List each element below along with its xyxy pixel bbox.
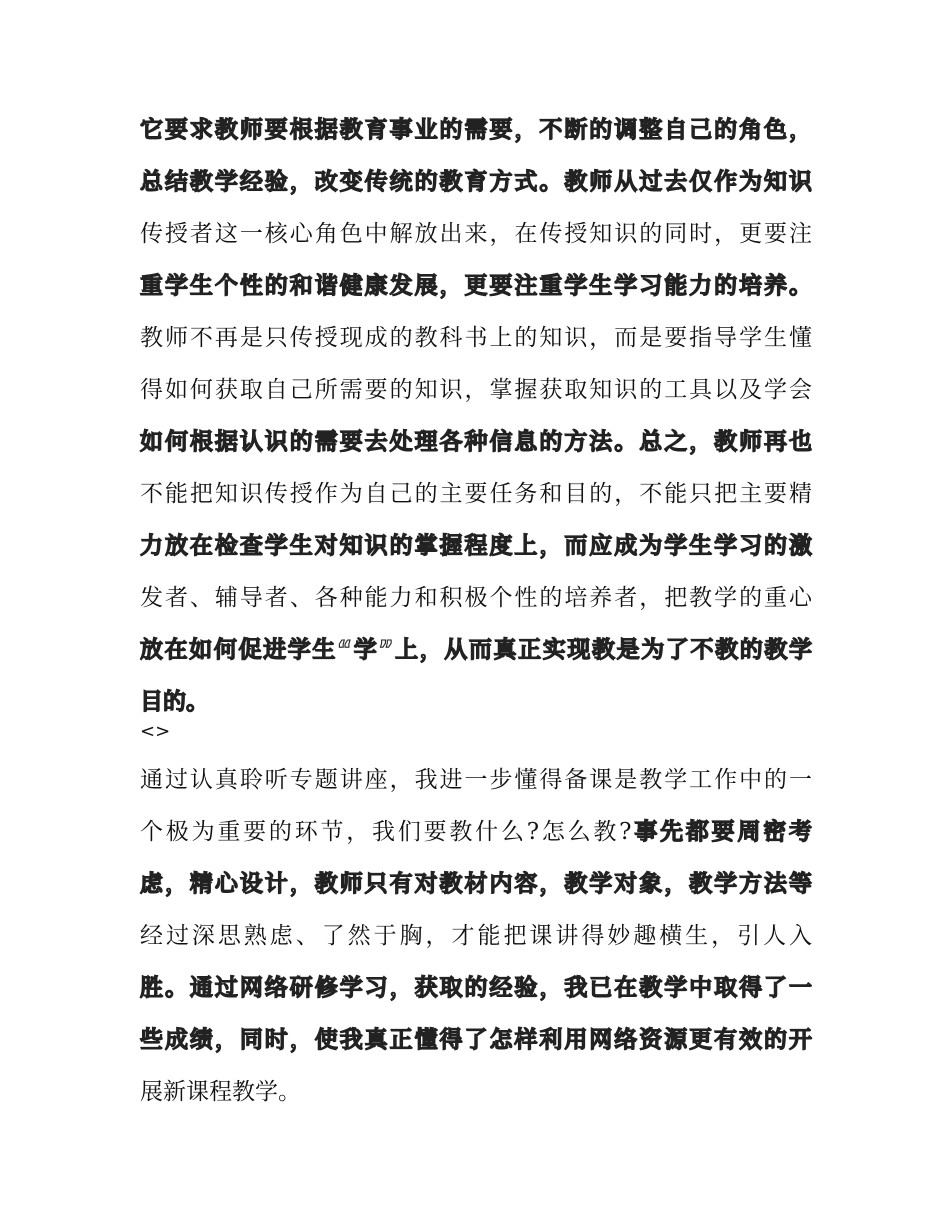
text-line	[140, 806, 812, 858]
text-line	[140, 364, 812, 416]
text-segment: 个极为重要的环节，我们要教什么?怎么教?	[140, 819, 632, 845]
text-line	[140, 718, 812, 746]
text-segment: 传授者这一核心角色中解放出来，在传授知识的同时，更要注	[140, 221, 812, 247]
outlined-text-segment: 重学生个性的和谐健康发展，更要注重学生学习能力的培养。	[140, 273, 812, 299]
outlined-text-segment: 些成绩，同时，使我真正懂得了怎样利用网络资源更有效的开	[140, 1027, 812, 1053]
outlined-text-segment: 目的。	[140, 689, 209, 715]
outlined-text-segment: 放在如何促进学生“学”上，从而真正实现教是为了不教的教学	[140, 637, 812, 663]
text-segment: <>	[140, 721, 171, 742]
outlined-text-segment: 总结教学经验，改变传统的教育方式。教师从过去仅作为知识	[140, 169, 812, 195]
text-line	[140, 858, 812, 910]
text-line	[140, 468, 812, 520]
text-segment: 得如何获取自己所需要的知识，掌握获取知识的工具以及学会	[140, 377, 812, 403]
text-line	[140, 1066, 812, 1118]
text-line	[140, 754, 812, 806]
text-line	[140, 416, 812, 468]
outlined-text-segment: 事先都要周密考	[631, 819, 813, 845]
text-line	[140, 208, 812, 260]
text-line	[140, 260, 812, 312]
text-segment: 通过认真聆听专题讲座，我进一步懂得备课是教学工作中的一	[140, 767, 812, 793]
document-body	[140, 104, 812, 1118]
text-segment: 教师不再是只传授现成的教科书上的知识，而是要指导学生懂	[140, 325, 812, 351]
text-line	[140, 312, 812, 364]
text-segment: 展新课程教学。	[140, 1079, 301, 1105]
text-line	[140, 572, 812, 624]
text-line	[140, 624, 812, 676]
text-line	[140, 156, 812, 208]
text-line	[140, 962, 812, 1014]
outlined-text-segment: 虑，精心设计，教师只有对教材内容，教学对象，教学方法等	[140, 871, 812, 897]
outlined-text-segment: 力放在检查学生对知识的掌握程度上，而应成为学生学习的激	[140, 533, 812, 559]
text-segment: 经过深思熟虑、了然于胸，才能把课讲得妙趣横生，引人入	[140, 923, 812, 949]
text-line	[140, 910, 812, 962]
outlined-text-segment: 胜。通过网络研修学习，获取的经验，我已在教学中取得了一	[140, 975, 812, 1001]
text-segment: 不能把知识传授作为自己的主要任务和目的，不能只把主要精	[140, 481, 812, 507]
text-line	[140, 520, 812, 572]
text-line	[140, 104, 812, 156]
text-line	[140, 1014, 812, 1066]
outlined-text-segment: 它要求教师要根据教育事业的需要，不断的调整自己的角色，	[140, 117, 812, 143]
text-segment: 发者、辅导者、各种能力和积极个性的培养者，把教学的重心	[140, 585, 812, 611]
outlined-text-segment: 如何根据认识的需要去处理各种信息的方法。总之，教师再也	[140, 429, 812, 455]
